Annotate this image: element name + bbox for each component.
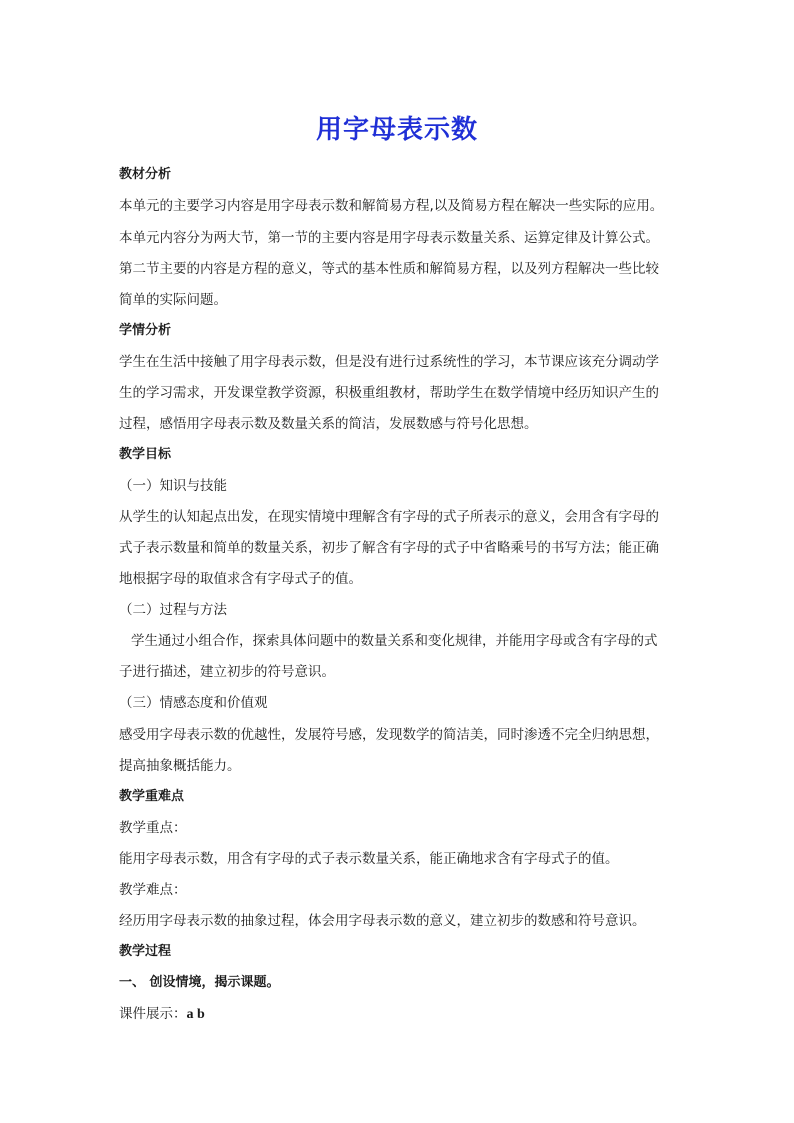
paragraph-line: 子进行描述，建立初步的符号意识。 <box>119 664 335 680</box>
section-heading-teaching-goals: 教学目标 <box>119 447 172 462</box>
courseware-display-line <box>119 1004 699 1025</box>
paragraph-line: 简单的实际问题。 <box>119 292 227 308</box>
paragraph-line: 经历用字母表示数的抽象过程，体会用字母表示数的意义，建立初步的数感和符号意识。 <box>119 913 646 929</box>
paragraph-line: 本单元内容分为两大节，第一节的主要内容是用字母表示数量关系、运算定律及计算公式。 <box>119 230 659 246</box>
section-heading-material-analysis: 教材分析 <box>119 167 172 182</box>
subheading-process-method: （二）过程与方法 <box>119 602 227 618</box>
subheading-emotion-values: （三）情感态度和价值观 <box>119 695 268 711</box>
step-heading-create-scenario: 一、 创设情境，揭示课题。 <box>119 975 280 990</box>
paragraph-line: 式子表示数量和简单的数量关系，初步了解含有字母的式子中省略乘号的书写方法；能正确 <box>119 540 659 556</box>
paragraph-line: 感受用字母表示数的优越性，发展符号感，发现数学的简洁美，同时渗透不完全归纳思想， <box>119 727 659 743</box>
courseware-value: a b <box>186 1007 205 1022</box>
section-heading-teaching-process: 教学过程 <box>119 944 172 959</box>
subheading-knowledge-skills: （一）知识与技能 <box>119 478 227 494</box>
section-heading-key-difficult-points: 教学重难点 <box>119 789 185 804</box>
paragraph-line: 第二节主要的内容是方程的意义，等式的基本性质和解简易方程，以及列方程解决一些比较 <box>119 261 659 277</box>
paragraph-line: 教学重点： <box>119 820 187 836</box>
courseware-label: 课件展示： <box>119 1006 187 1022</box>
paragraph-line: 过程，感悟用字母表示数及数量关系的简洁，发展数感与符号化思想。 <box>119 416 538 432</box>
paragraph-line: 学生在生活中接触了用字母表示数，但是没有进行过系统性的学习，本节课应该充分调动学 <box>119 354 659 370</box>
paragraph-line: 教学难点： <box>119 882 187 898</box>
document-title: 用字母表示数 <box>315 115 478 145</box>
paragraph-line: 生的学习需求，开发课堂教学资源，积极重组教材，帮助学生在数学情境中经历知识产生的 <box>119 385 659 401</box>
paragraph-line: 提高抽象概括能力。 <box>119 758 241 774</box>
section-heading-learner-analysis: 学情分析 <box>119 323 172 338</box>
paragraph-line: 能用字母表示数，用含有字母的式子表示数量关系，能正确地求含有字母式子的值。 <box>119 851 619 867</box>
paragraph-line: 地根据字母的取值求含有字母式子的值。 <box>119 571 362 587</box>
paragraph-line: 本单元的主要学习内容是用字母表示数和解简易方程,以及简易方程在解决一些实际的应用。 <box>119 198 664 214</box>
paragraph-line: 从学生的认知起点出发，在现实情境中理解含有字母的式子所表示的意义，会用含有字母的 <box>119 509 659 525</box>
paragraph-line: 学生通过小组合作，探索具体问题中的数量关系和变化规律，并能用字母或含有字母的式 <box>131 633 658 649</box>
